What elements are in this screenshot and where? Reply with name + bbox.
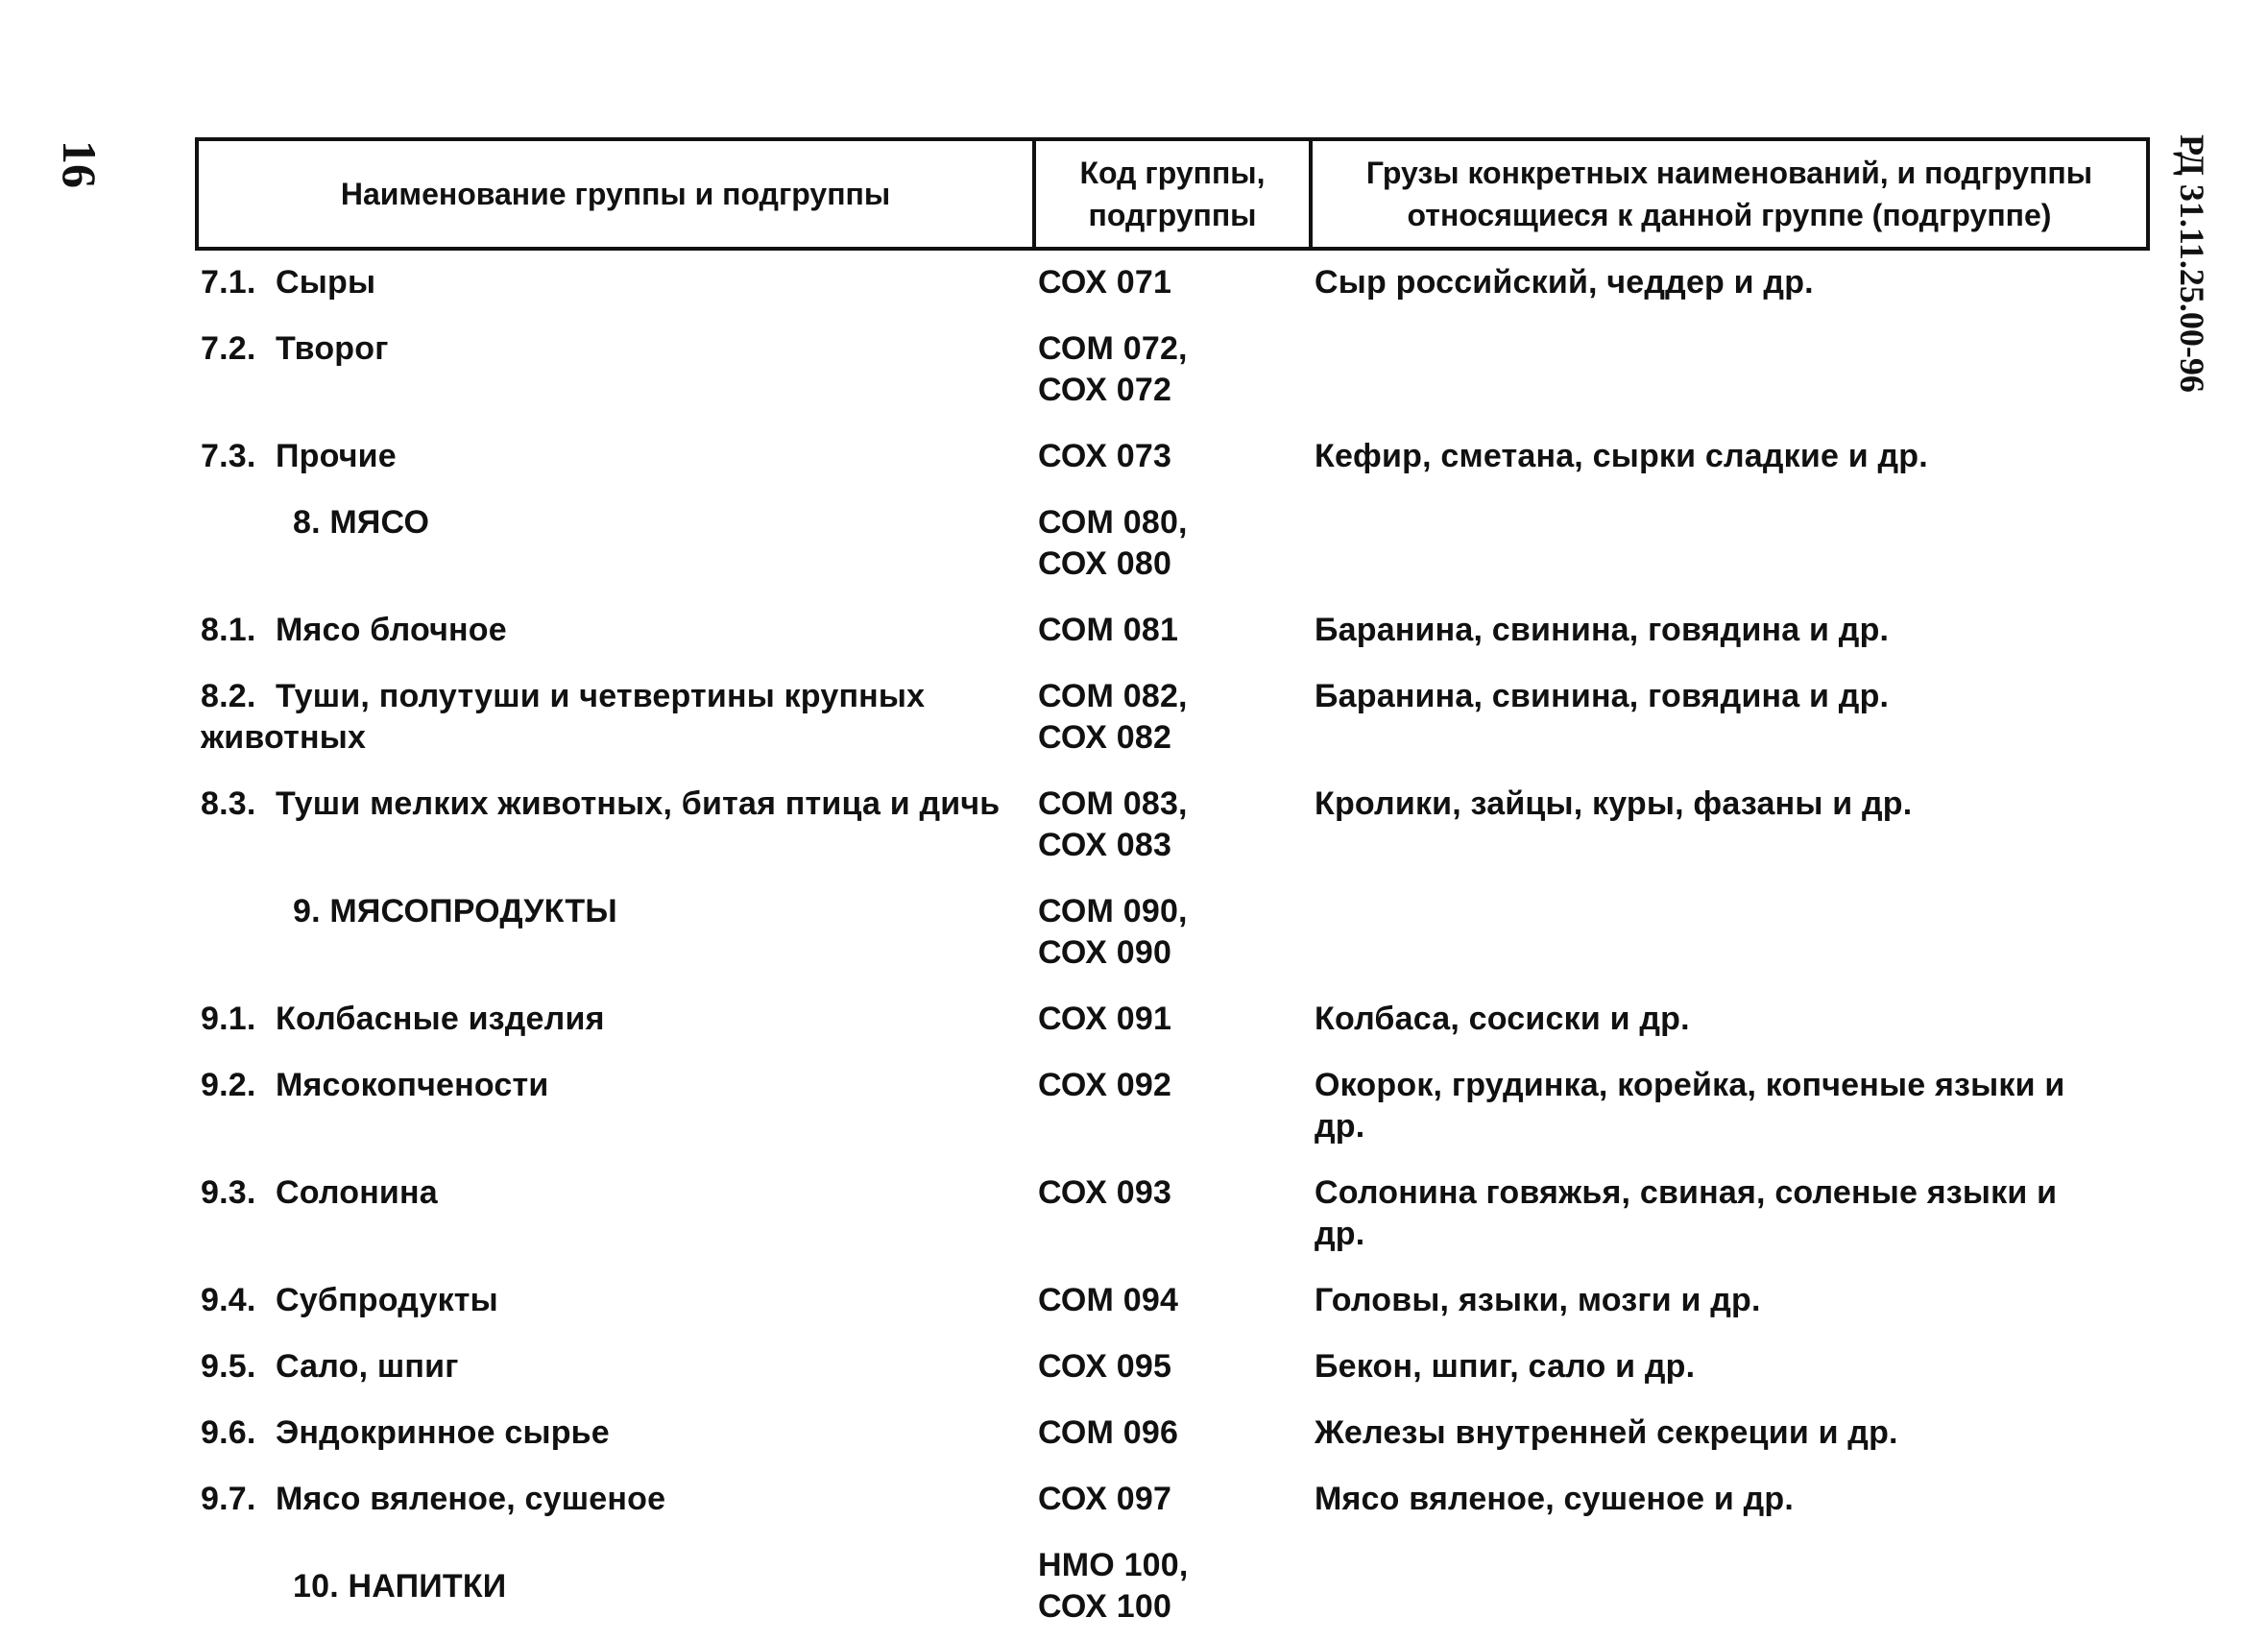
cargo-description-cell: Бекон, шпиг, сало и др. — [1315, 1348, 1696, 1385]
table-row — [197, 1268, 2148, 1335]
group-name-cell — [197, 1335, 1034, 1401]
group-number: 8.1. — [201, 612, 256, 648]
table-row — [197, 491, 2148, 598]
group-name-cell — [197, 1161, 1034, 1268]
cargo-description-cell: Окорок, грудинка, корейка, копченые языки и др. — [1315, 1067, 2065, 1145]
cargo-description-cell — [1311, 317, 2148, 424]
group-name-cell — [197, 1053, 1034, 1161]
group-number: 8.2. — [201, 678, 256, 714]
table-row — [197, 317, 2148, 424]
group-number: 9.2. — [201, 1067, 256, 1103]
group-code-cell: НМО 100, СОХ 100 — [1038, 1547, 1189, 1625]
cargo-description-cell: Железы внутренней секреции и др. — [1315, 1414, 1898, 1451]
group-number: 7.3. — [201, 438, 256, 474]
group-number: 9.1. — [201, 1001, 256, 1037]
group-name-cell — [197, 1401, 1034, 1467]
group-name: Эндокринное сырье — [276, 1414, 610, 1451]
group-name-cell — [197, 491, 1034, 598]
group-number: 9.3. — [201, 1174, 256, 1211]
cargo-description-cell: Баранина, свинина, говядина и др. — [1315, 678, 1890, 714]
group-name-cell — [197, 1533, 1034, 1641]
table-row — [197, 1053, 2148, 1161]
group-name: 9. МЯСОПРОДУКТЫ — [293, 893, 617, 929]
table-row — [197, 249, 2148, 317]
cargo-description-cell: Колбаса, сосиски и др. — [1315, 1001, 1690, 1037]
group-code-cell: СОХ 073 — [1038, 438, 1172, 474]
group-name: Мясокопчености — [276, 1067, 549, 1103]
group-name-cell — [197, 880, 1034, 987]
cargo-description-cell — [1311, 491, 2148, 598]
page-number: 16 — [53, 140, 107, 188]
cargo-description-cell — [1311, 1533, 2148, 1641]
group-number: 9.4. — [201, 1282, 256, 1318]
group-code-cell: СОМ 096 — [1038, 1414, 1179, 1451]
table-row — [197, 987, 2148, 1053]
cargo-description-cell: Головы, языки, мозги и др. — [1315, 1282, 1761, 1318]
header-group-code: Код группы, подгруппы — [1034, 139, 1311, 249]
group-code-cell: СОХ 091 — [1038, 1001, 1172, 1037]
cargo-description-cell: Кефир, сметана, сырки сладкие и др. — [1315, 438, 1928, 474]
group-number: 9.6. — [201, 1414, 256, 1451]
group-name-cell — [197, 772, 1034, 880]
group-name-cell — [197, 598, 1034, 664]
table-row — [197, 1401, 2148, 1467]
cargo-description-cell: Кролики, зайцы, куры, фазаны и др. — [1315, 785, 1913, 822]
group-code-cell: СОМ 081 — [1038, 612, 1179, 648]
table-body — [197, 249, 2148, 1641]
cargo-description-cell — [1311, 880, 2148, 987]
group-name: Сало, шпиг — [276, 1348, 459, 1385]
table-row — [197, 1467, 2148, 1533]
group-code-cell: СОМ 090, СОХ 090 — [1038, 893, 1188, 971]
cargo-description-cell: Солонина говяжья, свиная, соленые языки и др. — [1315, 1174, 2058, 1252]
group-code-cell: СОМ 083, СОХ 083 — [1038, 785, 1188, 863]
group-number: 9.7. — [201, 1481, 256, 1517]
table-row — [197, 664, 2148, 772]
group-name-cell — [197, 1268, 1034, 1335]
group-name: Прочие — [276, 438, 397, 474]
table-header-row — [197, 139, 2148, 249]
cargo-groups-table — [195, 137, 2150, 1641]
group-code-cell: СОМ 094 — [1038, 1282, 1179, 1318]
group-number: 8.3. — [201, 785, 256, 822]
group-number: 9.5. — [201, 1348, 256, 1385]
table-row — [197, 424, 2148, 491]
table-row — [197, 772, 2148, 880]
group-code-cell: СОМ 072, СОХ 072 — [1038, 330, 1188, 408]
group-name-cell — [197, 249, 1034, 317]
table-row — [197, 880, 2148, 987]
cargo-description-cell: Баранина, свинина, говядина и др. — [1315, 612, 1890, 648]
header-group-name: Наименование группы и подгруппы — [197, 139, 1034, 249]
group-code-cell: СОМ 080, СОХ 080 — [1038, 504, 1188, 582]
group-name: Туши, полутуши и четвертины крупных животных — [201, 678, 926, 756]
group-code-cell: СОХ 071 — [1038, 264, 1172, 301]
group-code-cell: СОХ 097 — [1038, 1481, 1172, 1517]
table-row — [197, 1161, 2148, 1268]
group-code-cell: СОХ 095 — [1038, 1348, 1172, 1385]
group-name: Субпродукты — [276, 1282, 498, 1318]
group-name: Колбасные изделия — [276, 1001, 605, 1037]
group-name-cell — [197, 424, 1034, 491]
group-name-cell — [197, 1467, 1034, 1533]
group-name: 10. НАПИТКИ — [293, 1567, 507, 1605]
group-name-cell — [197, 664, 1034, 772]
group-code-cell: СОХ 093 — [1038, 1174, 1172, 1211]
cargo-description-cell: Сыр российский, чеддер и др. — [1315, 264, 1814, 301]
group-name: Мясо вяленое, сушеное — [276, 1481, 666, 1517]
group-name: Сыры — [276, 264, 376, 301]
group-name: 8. МЯСО — [293, 504, 430, 541]
table-row — [197, 1533, 2148, 1641]
group-code-cell: СОХ 092 — [1038, 1067, 1172, 1103]
group-number: 7.2. — [201, 330, 256, 367]
group-name-cell — [197, 987, 1034, 1053]
header-cargo-description: Грузы конкретных наименований, и подгруппы относящиеся к данной группе (подгруппе) — [1311, 139, 2148, 249]
table-row — [197, 1335, 2148, 1401]
group-code-cell: СОМ 082, СОХ 082 — [1038, 678, 1188, 756]
group-number: 7.1. — [201, 264, 256, 301]
table-row — [197, 598, 2148, 664]
cargo-description-cell: Мясо вяленое, сушеное и др. — [1315, 1481, 1795, 1517]
document-code: РД 31.11.25.00-96 — [2173, 134, 2211, 393]
group-name: Мясо блочное — [276, 612, 507, 648]
group-name: Творог — [276, 330, 389, 367]
group-name-cell — [197, 317, 1034, 424]
group-name: Туши мелких животных, битая птица и дичь — [276, 785, 1001, 822]
group-name: Солонина — [276, 1174, 438, 1211]
